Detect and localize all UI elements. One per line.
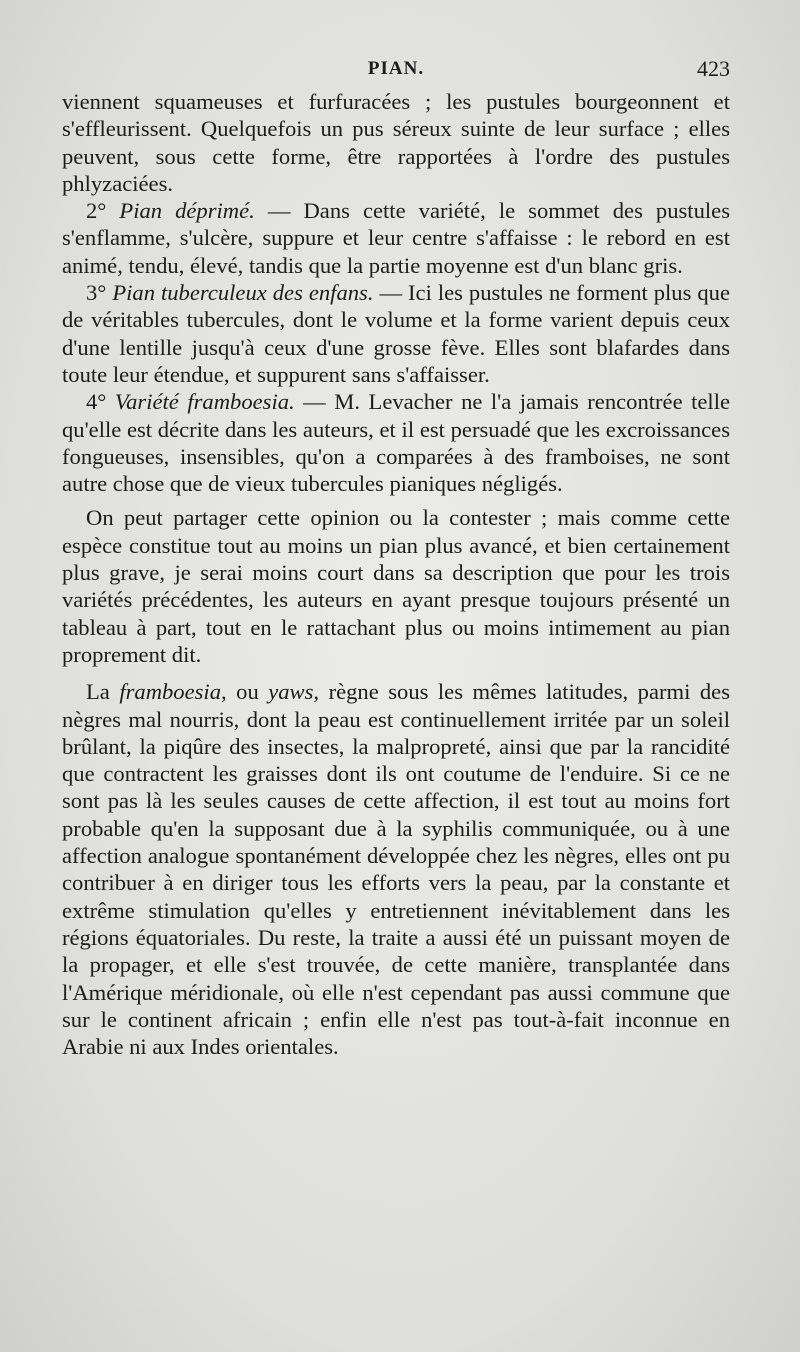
running-title: PIAN. [367, 58, 425, 79]
paragraph-text: — Dans cette variété, le sommet des pustules s'enflamme, s'ulcère, suppure et leur centre s'affaisse : le rebord en est animé, tendu, élevé, tandis que la partie moyenne est d'un blanc gris. [62, 198, 730, 278]
paragraph-pian-tuberculeux [62, 279, 730, 388]
paragraph-opinion [62, 504, 730, 668]
term-framboesia: framboesia, [119, 679, 227, 705]
paragraph-connector: ou [226, 679, 269, 705]
variety-title: Pian tuberculeux des enfans. [112, 280, 374, 306]
paragraph-text: viennent squameuses et furfuracées ; les pustules bourgeonnent et s'effleurissent. Quelquefois un pus séreux suinte de leur surface ; elles peuvent, sous cette forme, être rapportées à l'ordre des pustules phlyzaciées. [62, 89, 730, 196]
page-number: 423 [697, 56, 730, 81]
variety-title: Variété framboesia. [114, 389, 295, 415]
paragraph-continuation [62, 88, 730, 197]
term-yaws: yaws, [268, 679, 320, 705]
item-number: 4° [86, 389, 115, 415]
paragraph-pian-deprime [62, 197, 730, 279]
variety-title: Pian déprimé. [119, 198, 255, 224]
paragraph-text: — Ici les pustules ne forment plus que de véritables tubercules, dont le volume et la forme varient depuis ceux d'une lentille jusqu'à ceux d'une grosse fève. Elles sont blafardes dans toute leur étendue, et suppurent sans s'affaisser. [62, 280, 730, 387]
paragraph-text: — M. Levacher ne l'a jamais rencontrée telle qu'elle est décrite dans les auteurs, et il est persuadé que les excroissances fongueuses, insensibles, qu'on a comparées à des framboises, ne sont autre chose que de vieux tubercules pianiques négligés. [62, 389, 730, 497]
page-header [62, 58, 730, 86]
item-number: 3° [86, 280, 113, 306]
paragraph-framboesia-yaws [62, 678, 730, 1060]
paragraph-lead: La [86, 679, 120, 705]
paragraph-text: On peut partager cette opinion ou la contester ; mais comme cette espèce constitue tout au moins un pian plus avancé, et bien certainement plus grave, je serai moins court dans sa description que pour les trois variétés précédentes, les auteurs en ayant presque toujours présenté un tableau à part, tout en le rattachant plus ou moins intimement au pian proprement dit. [62, 505, 730, 667]
body-text [62, 88, 730, 1060]
item-number: 2° [86, 198, 120, 224]
paragraph-text: règne sous les mêmes latitudes, parmi des nègres mal nourris, dont la peau est continuellement irritée par un soleil brûlant, la piqûre des insectes, la malpropreté, ainsi que par la rancidité que contractent les graisses dont ils ont coutume de l'enduire. Si ce ne sont pas là les seules causes de cette affection, il est tout au moins fort probable qu'en la supposant due à la syphilis communiquée, ou à une affection analogue spontanément développée chez les nègres, elles ont pu contribuer à en diriger tous les efforts vers la peau, par la constante et extrême stimulation qu'elles y entretiennent inévitablement dans les régions équatoriales. Du reste, la traite a aussi été un puissant moyen de la propager, et elle s'est trouvée, de cette manière, transplantée dans l'Amérique méridionale, où elle n'est cependant pas aussi commune que sur le continent africain ; enfin elle n'est pas tout-à-fait inconnue en Arabie ni aux Indes orientales. [62, 679, 730, 1060]
paragraph-variete-framboesia [62, 388, 730, 497]
